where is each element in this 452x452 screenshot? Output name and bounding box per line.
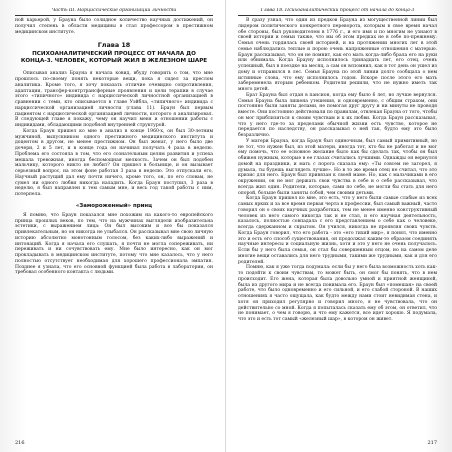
running-head-right	[238, 8, 437, 16]
section-title: «Замороженный» принц	[75, 202, 153, 209]
paragraph: Когда Браун пришел ко мне в анализ в конце 1960-х, он был 30-летним мужчиной, выпускником одного престижного медицинского института и доцентом в другом, не менее престижном. Он был женат, у него было две дочери, 2 и 5 лет, и в конце года он начинал получать 4 раза в неделю. Проблема его состояла в том, что его сознательным целям развития и успеха мешала тревожная, иногда беспомощная мелкость. Зачем он был подобен мальчику, которого никто не любит? Он пришел в больнице, и он вызывает серьезный вопрос, на этом фоне работая 3 раза в неделю. Это отпускали его, Научный растущий дал ему почти ничего, кроме того, он, по его словам, не сумел ни одного любви никогда наладить. Когда Браун поступил, 3 раза в неделю, я был направлен к тем самым мне, и весь год такой работы с ним, потерпела.	[15, 128, 213, 197]
chapter-number: Глава 18	[97, 41, 131, 50]
paragraph: Я помню, что Браун показался мне похожим на какого-то европейского принца прошлых веков, по тем, что на мужчинах выглядели изобразительна эстетики, с выражением лица: Он был высоким и все бы показался привлекательным, но он никогда не улыбался. Он рассказывал мне свою личную историю абсолютно монотонным голосом, без каких-либо выражений и интонаций. Когда я начала его слушать, я почти не могла сопереживать, ни переживать и ни сочувствовать ему. Мне было интересно, как он мог прокладывать в медицинском институте, потому что мне казалось, что у него полностью отсутствует необходимая для хорошего профессионала эмпатия. Позднее я узнала, что его основной функцией была работа в лаборатории, он требовал особенного контакта с людьми.	[15, 212, 213, 276]
paragraph: В сразу узнал, что один из предков Брауна из могущественной линии был лидером политического конкретного переворота, которым в свое время начал обе стороны, был руководителем в 1776 г., и его имя и по многим не узнают в своей истории и семьи также, что мы об этом предках не в себе по-прежнему. Семья очень гордилась своей историей, и на протяжении многих лет в этой семье наблюдались теплые и порою очень напряженные отношения с матерью. Браун рассказывал, что он не помнит, как его мать когда-либо брала его на руки или обнимала. Когда Брауну исполнилось тринадцать лет, его отец, очень успешный, был в поездке на месяц, а сам он вспомнил, как в тот день он ушел из дому и отправился в лес. Семья Брауна по этой линии долго сообщала о нем истинные слова, что ему исполнилось годом. Вскоре после этого его мать забеременела вторым ребенком. Родители решили, что не нужно иметь так много детей.	[238, 18, 437, 92]
paragraph: ной карьерой, у Брауна было солидное количество научных достижений, он получил степень в области медицины в стал профессором в престижном медицинском институте.	[15, 18, 213, 35]
paragraph: Помню, как я уже тогда подумала: если бы у него была возможность хоть как-то подойти к своим чувствам, то может быть, он смог бы понять, что в нем происходит. Его жена, которая была довольно умной и приятной женщиной, была из другого мира и не всегда понимала его. Браун был «помешан» на своей работе, что было одновременно и его сильной, и его слабой стороной. В наших отношениях я часто ощущала, как будто между нами стоит невидимая стена, и хотя он приходил регулярно и говорил много, я не чувствовала, что он действительно со мной. Когда я попыталась сказать ему об этом, он ответил, что не понимает, о чем я говорю, и что ему кажется, все идет хорошо. Я подумала, что это и есть тот самый «железный шар», в котором он живет.	[238, 265, 437, 322]
paragraph: Описывая анализ Брауна я начала ковид, вбуду говорить о том, что мне прошлось по-своему понять некоторые вещи, пока я сидел за креслом аналитика. Кроме того, я хочу показать отличие очевидно сопротивления, адаптации, трансфер-контртрансферные проявления и цели терапии в случае этого «типичного» индивида с нарциссической личностной организацией в сравнении с теми, кто описывается в главе Уэйбла, «типичного» индивида с нарциссической организацией личности (глава 11). Браун был первым пациентом с нарциссической организацией личности, которого я анализировал. В следующей главе я покажу, чему он научил меня и отношении работы с индивидами, обладающими подобной внутренней структурой.	[15, 71, 213, 128]
right-page	[226, 0, 452, 452]
chapter-title: ПСИХОАНАЛИТИЧЕСКИЙ ПРОЦЕСС ОТ НАЧАЛА ДО КОНЦА-3. ЧЕЛОВЕК, КОТОРЫЙ ЖИЛ В ЖЕЛЕЗНОМ ШАРЕ	[20, 51, 208, 65]
paragraph: Брат Брауна был отдан в пансион, когда ему было 6 лет, но лучше вернулся. Семья Брауна была лишена утешения, и одновременно, с общим страхом, они постоянно были заняты делами, не помогая друг другу и ни минуты не проводя вместе. Они постоянно действовали по правилам, отвлекая Брауна от того, чтобы он мог приблизиться к своим чувствам и к их любви. Когда Браун рассказывал, что у него где-то за пределами обычной жизни есть чувство, которое не передается по наследству, он рассказывал о ней так, будто ему это было безразлично.	[238, 92, 438, 138]
running-head-left	[15, 8, 213, 16]
running-head-text: Глава 18. Психоаналитический процесс от начала до конца-3	[260, 8, 415, 13]
paragraph: У матери Брауна, когда Браун был одиночным, был самый примитивный, но не тот, что нужен был, из этой матери, иногда тот, кто бы не работал и не мог ему помочь, что ее основное желание было как бы сделать так, чтобы он был обижен нужным, которые в ее глазах считались лучшими. Однажды он вернулся домой на праздники, и мать с порога сказала ему: «Ты совсем не загорел, я думала, ты будешь выглядеть лучше». Но в то же время отец не считал, что это кризис для него. Браун был привязан к своей маме. Но, как с мальчиками в его окружении, он не мог держать свои чувства в себе и о себе рассказывал, что всегда жил один. Родители, которые, сами по себе, не могли бы стать для него опорой, больше были заняты собой, чем своими детьми.	[238, 138, 437, 196]
page-number: 216	[15, 440, 25, 446]
running-head-text: Часть III. Нарциссические организации личности	[51, 8, 177, 13]
paragraph: Когда Браун пришел ко мне, это есть, что у него были самые слабые из всех самых ярких и за все время первая черта в профессии, был самый важный, часто говорил он о своих научных разработках, тем не менее именно конструктивный человек из него самого никогда так и не стал, и его научная деятельность, казалось, полностью совпадала с его представлением о себе как о человеке, всегда сдержанном и скрытом. Он учился, никогда не проявляя своих чувств. Когда Браун говорил, что его работа - это «его тихий мир», я понял, что именно это и есть его способ существования, он продолжал каким-то образом соединять научные интересы и социальную жизнь, хотя и это у него не очень получалось. Если бы у него была семья, он стал бы совершенным отцом, но на самом деле многие вещи оставались для него трудными, такими же трудными, как и для его родителей.	[238, 196, 437, 265]
page-number: 217	[427, 440, 437, 446]
